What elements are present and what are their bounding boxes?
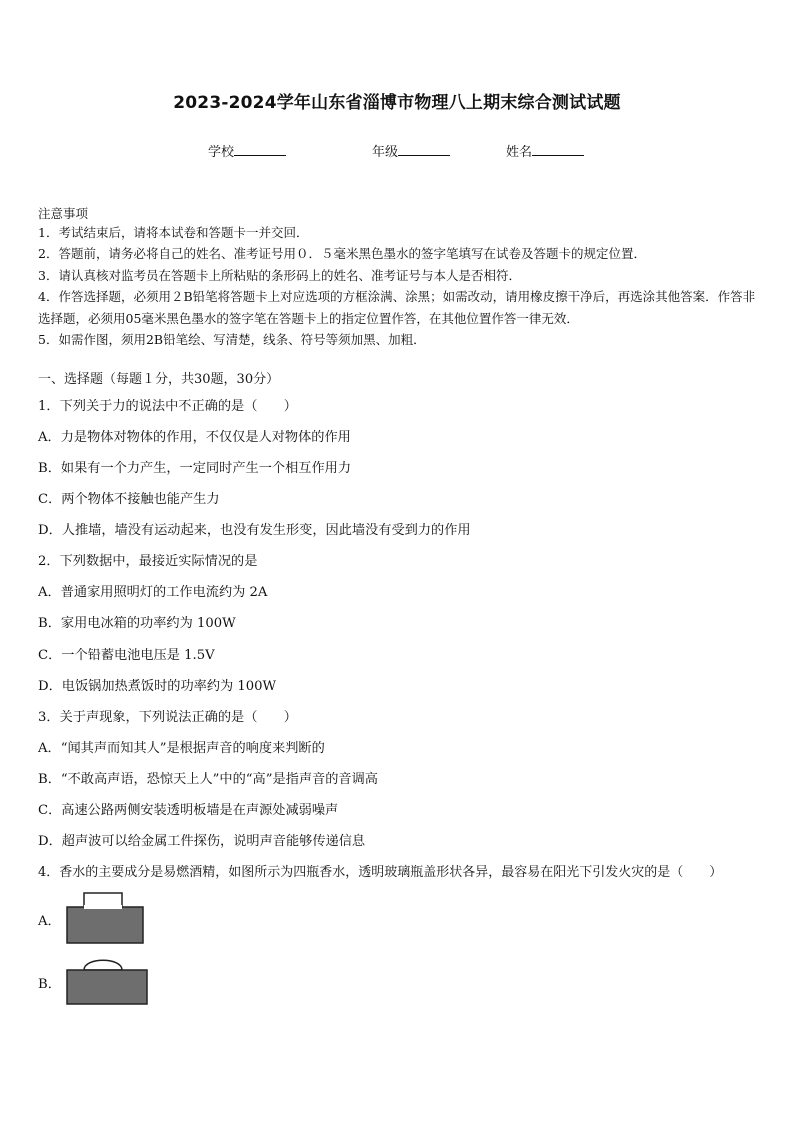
question-stem-3: 3．关于声现象，下列说法正确的是（ ） [38,710,297,725]
option-2b[interactable]: B．家用电冰箱的功率约为 100W [38,616,236,631]
option-4b[interactable]: B． [38,977,61,992]
name-field[interactable] [506,141,584,160]
option-1a[interactable]: A．力是物体对物体的作用，不仅仅是人对物体的作用 [38,430,351,445]
grade-label: 年级 [372,145,399,160]
option-4a[interactable]: A． [38,914,61,929]
option-3a[interactable]: A．“闻其声而知其人”是根据声音的响度来判断的 [38,741,325,756]
option-1d[interactable]: D．人推墙，墙没有运动起来，也没有发生形变，因此墙没有受到力的作用 [38,523,471,538]
grade-field[interactable] [372,141,450,160]
note-item: 5．如需作图，须用2B铅笔绘、写清楚，线条、符号等须加黑、加粗． [38,332,426,348]
note-item: 2．答题前，请务必将自己的姓名、准考证号用０．５毫米黑色墨水的签字笔填写在试卷及答题卡的规定位置． [38,246,646,262]
note-item: 1．考试结束后，请将本试卷和答题卡一并交回． [38,225,309,240]
question-stem-1: 1．下列关于力的说法中不正确的是（ ） [38,399,297,414]
option-2a[interactable]: A．普通家用照明灯的工作电流约为 2A [38,585,268,600]
school-label: 学校 [208,145,235,160]
option-2c[interactable]: C．一个铅蓄电池电压是 1.5V [38,648,215,663]
note-item: 3．请认真核对监考员在答题卡上所粘贴的条形码上的姓名、准考证号与本人是否相符． [38,267,521,283]
page-title: 2023-2024学年山东省淄博市物理八上期末综合测试试题 [173,93,621,113]
section-heading: 一、选择题（每题１分，共30题，30分） [38,372,280,387]
student-info-row [0,141,794,159]
option-3d[interactable]: D．超声波可以给金属工件探伤，说明声音能够传递信息 [38,834,366,849]
option-1b[interactable]: B．如果有一个力产生，一定同时产生一个相互作用力 [38,461,352,476]
name-label: 姓名 [506,145,533,160]
option-2d[interactable]: D．电饭锅加热煮饭时的功率约为 100W [38,679,277,694]
option-3c[interactable]: C．高速公路两侧安装透明板墙是在声源处减弱噪声 [38,803,339,818]
question-stem-4: 4．香水的主要成分是易燃酒精，如图所示为四瓶香水，透明玻璃瓶盖形状各异，最容易在阳光下引发火灾的是（ ） [38,865,723,880]
perfume-bottle-a-icon [64,890,154,946]
option-3b[interactable]: B．“不敢高声语，恐惊天上人”中的“高”是指声音的音调高 [38,772,378,787]
grade-blank[interactable] [398,142,450,156]
notes-list [38,222,760,350]
option-1c[interactable]: C．两个物体不接触也能产生力 [38,492,220,507]
perfume-bottle-b-icon [64,952,154,1008]
note-item: 4．作答选择题，必须用２B铅笔将答题卡上对应选项的方框涂满、涂黑；如需改动，请用橡皮擦干净后，再选涂其他答案．作答非选择题，必须用05毫米黑色墨水的签字笔在答题卡上的指定位置作答，在其他位置作答一律无效． [38,289,756,326]
question-stem-2: 2．下列数据中，最接近实际情况的是 [38,554,258,569]
name-blank[interactable] [532,142,584,156]
school-field[interactable] [208,141,286,160]
notes-heading: 注意事项 [38,206,89,221]
school-blank[interactable] [234,142,286,156]
